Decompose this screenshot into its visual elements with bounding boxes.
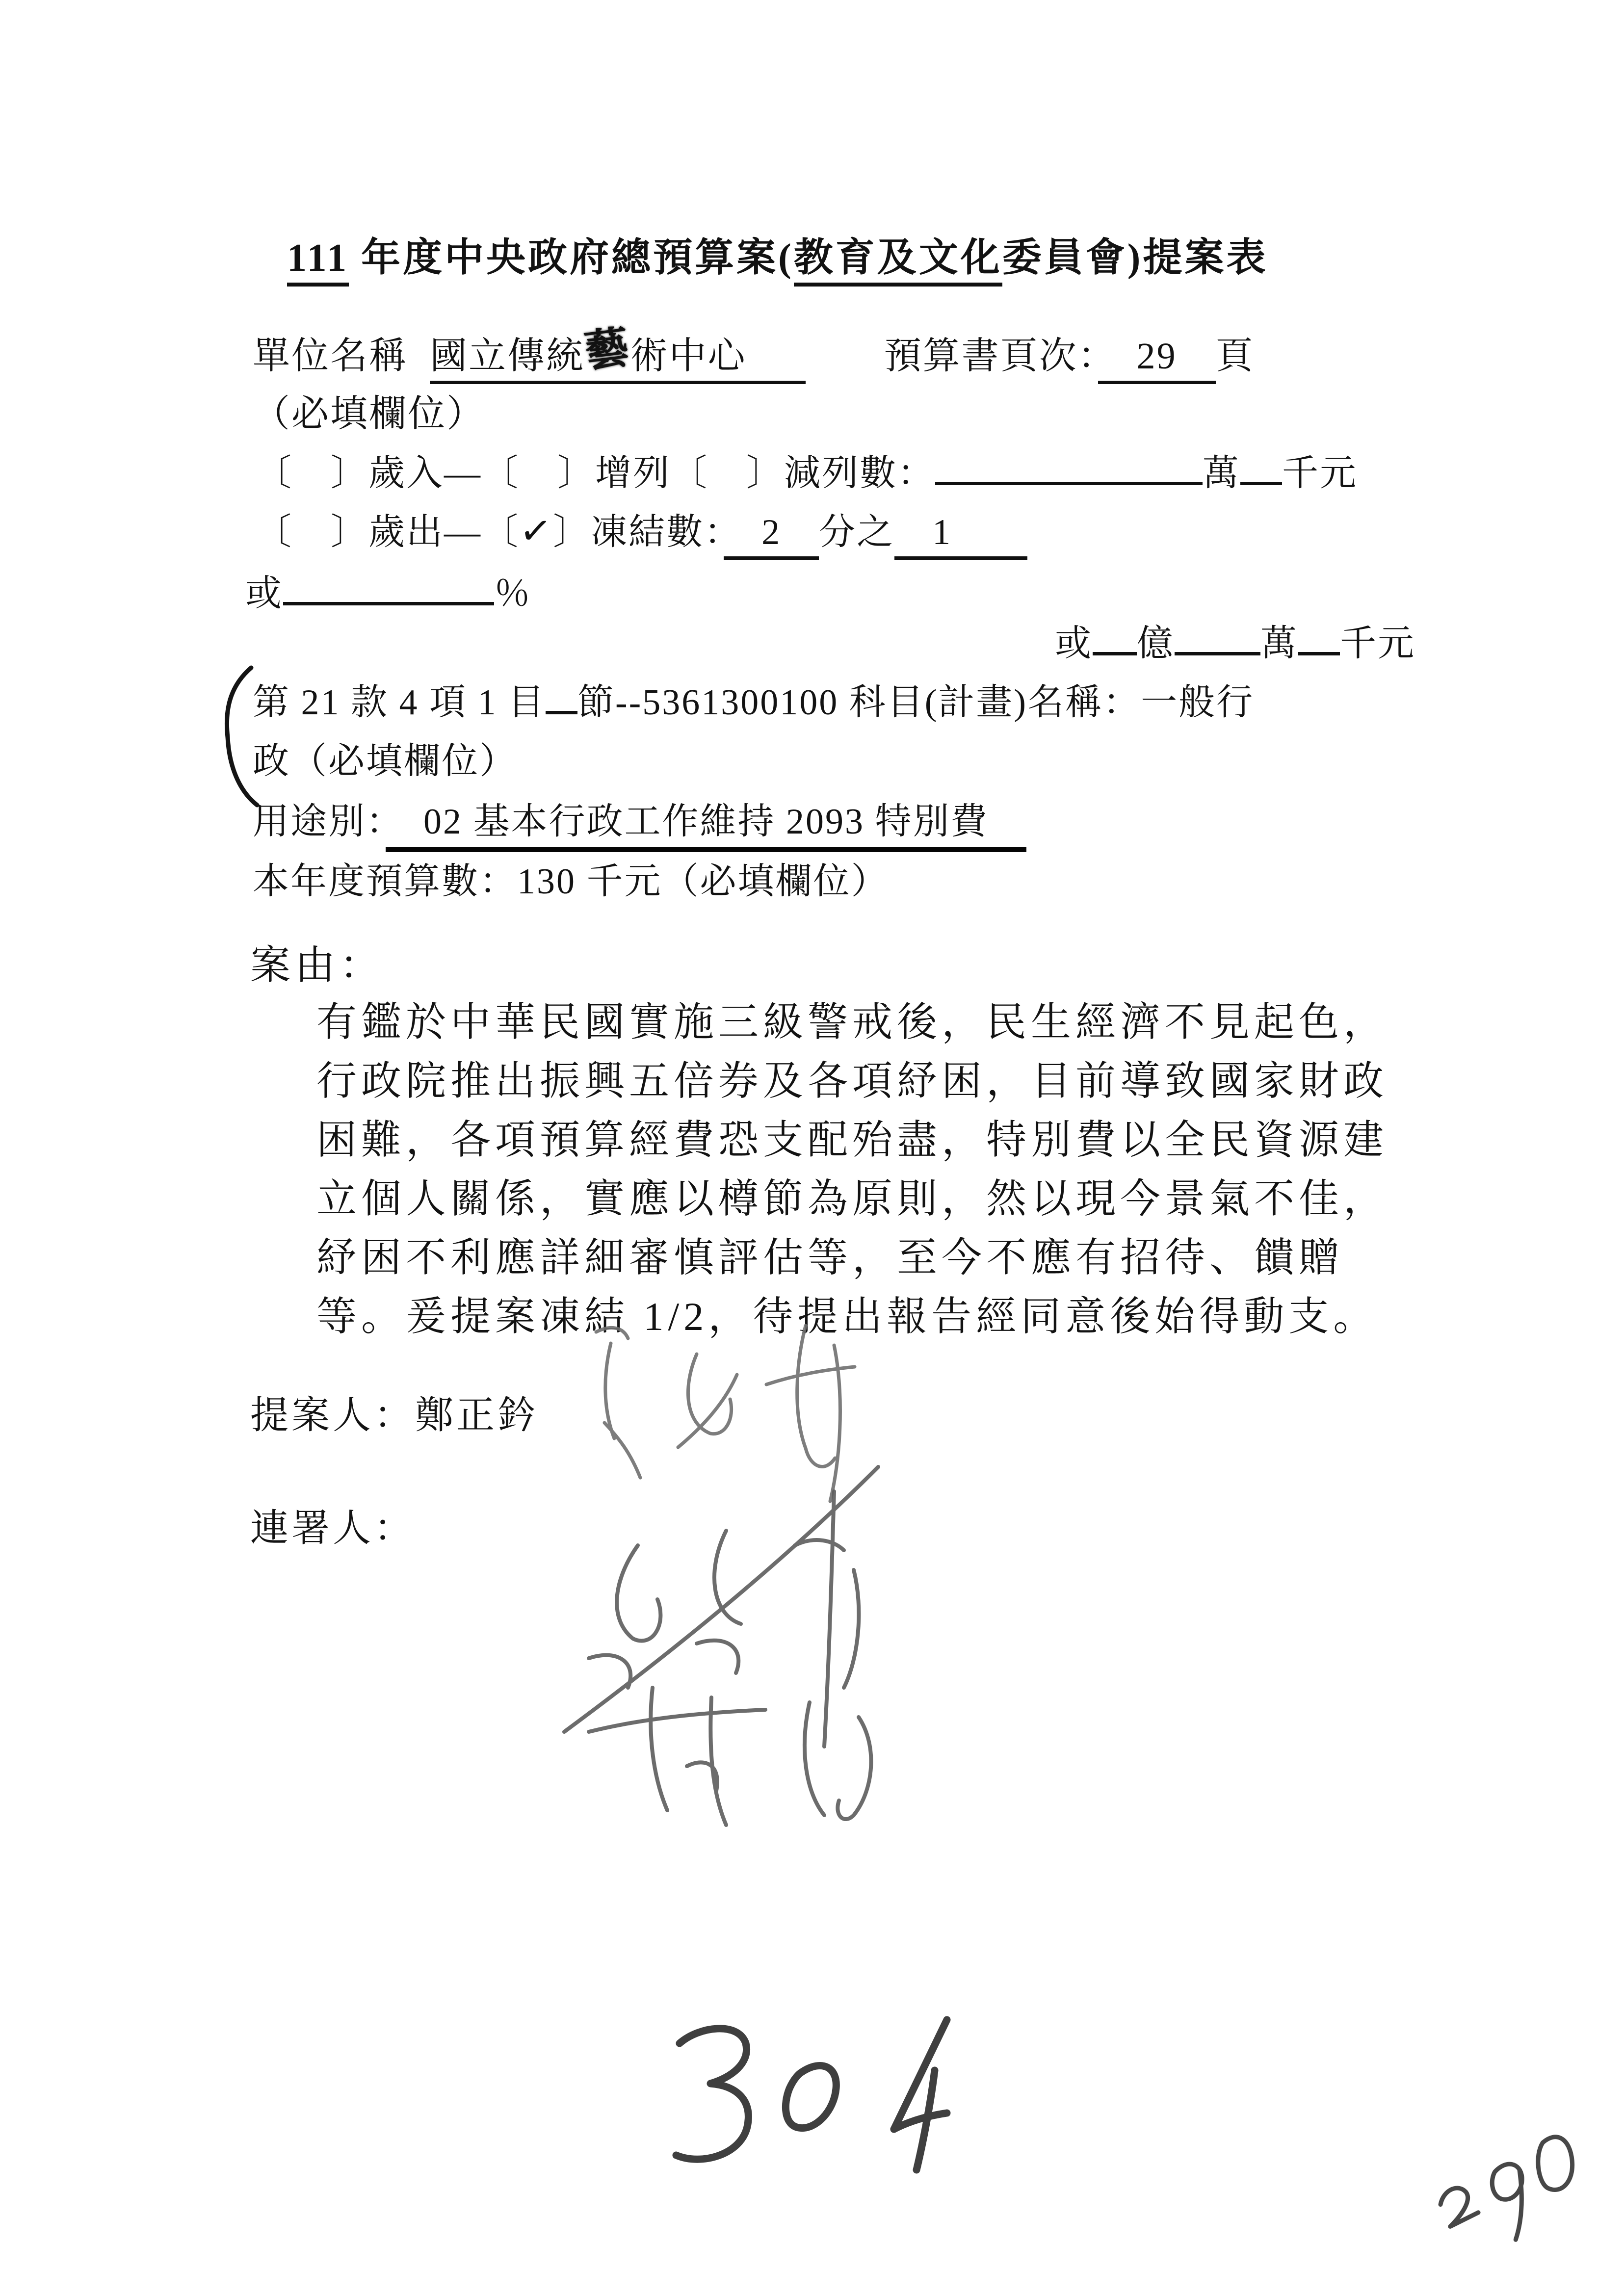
handwritten-page-number-304 [653,2014,996,2176]
reason-line-3: 困難，各項預算經費恐支配殆盡，特別費以全民資源建 [316,1118,1388,1162]
unit-name-post: 術中心 [630,336,747,377]
fraction-label: 分之 [819,512,895,552]
increase-checkbox: 〔 〕 [482,453,595,494]
freeze-checkbox-open: 〔 [482,512,520,552]
reason-line-6: 等。爰提案凍結 1/2，待提出報告經同意後始得動支。 [316,1294,1378,1339]
expense-line [255,503,1027,555]
usage-label: 用途別： [253,802,386,842]
unit-label: 單位名稱 [253,336,408,377]
unit-name-pre: 國立傳統 [430,336,585,377]
proposer-name: 鄭正鈐 [415,1394,539,1436]
form-title [287,226,1268,282]
percent-blank [283,568,494,605]
title-mid: 年度中央政府總預算案( [349,236,794,280]
wan-label: 萬 [1203,453,1240,494]
cosigner-signature-2 [589,1688,871,1825]
reason-line-2: 行政院推出振興五倍券及各項紓困，目前導致國家財政 [316,1059,1388,1103]
title-year: 111 [287,236,349,287]
qian-blank [1298,618,1340,655]
unit-name-line [253,318,1255,381]
unit-name-field [430,323,806,384]
page-ref-label: 預算書頁次： [884,336,1098,377]
unit-name-handwritten-char: 藝 [582,323,633,377]
budget-line: 本年度預算數：130 千元（必填欄位） [253,861,889,902]
freeze-numerator: 2 [724,512,819,560]
revenue-line [255,444,1358,496]
percent-sign: ％ [494,574,532,614]
amount-blank [935,447,1203,485]
yi-label: 億 [1137,624,1175,664]
yi-blank [1093,618,1137,655]
decrease-checkbox: 〔 〕 [671,453,784,494]
page-ref-value: 29 [1098,336,1216,384]
freeze-checkbox-close: 〕 [553,512,591,552]
or-label: 或 [1055,624,1093,664]
page-ref-unit: 頁 [1215,336,1255,377]
freeze-label: 凍結數： [591,512,724,552]
account-item-line [253,673,1254,725]
handwritten-corner-number-290 [1415,2116,1598,2265]
title-committee: 教育及文化 [794,236,1002,287]
reason-line-5: 紓困不利應詳細審慎評估等，至今不應有招待、饋贈 [316,1235,1344,1280]
title-tail: 委員會)提案表 [1002,236,1268,280]
or-percent-line [245,564,532,616]
cosigner-label: 連署人： [250,1507,416,1549]
qian-label: 千元 [1340,624,1415,664]
expense-checkbox: 〔 〕 [255,512,368,552]
required-note: （必填欄位） [253,393,485,435]
decrease-label: 減列數： [784,453,935,494]
reason-label: 案由： [250,943,385,988]
handwritten-signatures [491,1300,1030,1864]
item-numbers: 第 21 款 4 項 1 目 [253,682,546,723]
revenue-checkbox: 〔 〕 [255,453,368,494]
reason-line-4: 立個人關係，實應以樽節為原則，然以現今景氣不佳， [316,1176,1388,1221]
proposer-label: 提案人： [250,1394,416,1436]
account-item-line2: 政（必填欄位） [253,741,517,782]
wan-blank [1175,618,1260,655]
cosigner-signature-1 [564,1467,878,1747]
expense-label: 歲出— [368,512,482,552]
check-mark-icon: ✓ [517,507,555,555]
or-amount-line [1055,614,1415,666]
usage-value: 02 基本行政工作維持 2093 特別費 [386,802,1026,852]
qian-blank [1240,447,1282,485]
increase-label: 增列 [595,453,671,494]
proposer-signature [596,1326,855,1501]
revenue-label: 歲入— [368,453,482,494]
item-code-name: 節--5361300100 科目(計畫)名稱：一般行 [577,682,1255,723]
wan-label: 萬 [1260,624,1298,664]
or-label: 或 [245,574,283,614]
qian-label: 千元 [1282,453,1358,494]
usage-line [253,792,1026,844]
reason-line-1: 有鑑於中華民國實施三級警戒後，民生經濟不見起色， [316,1000,1388,1044]
jie-blank [546,677,577,714]
freeze-denominator: 1 [894,512,1027,560]
